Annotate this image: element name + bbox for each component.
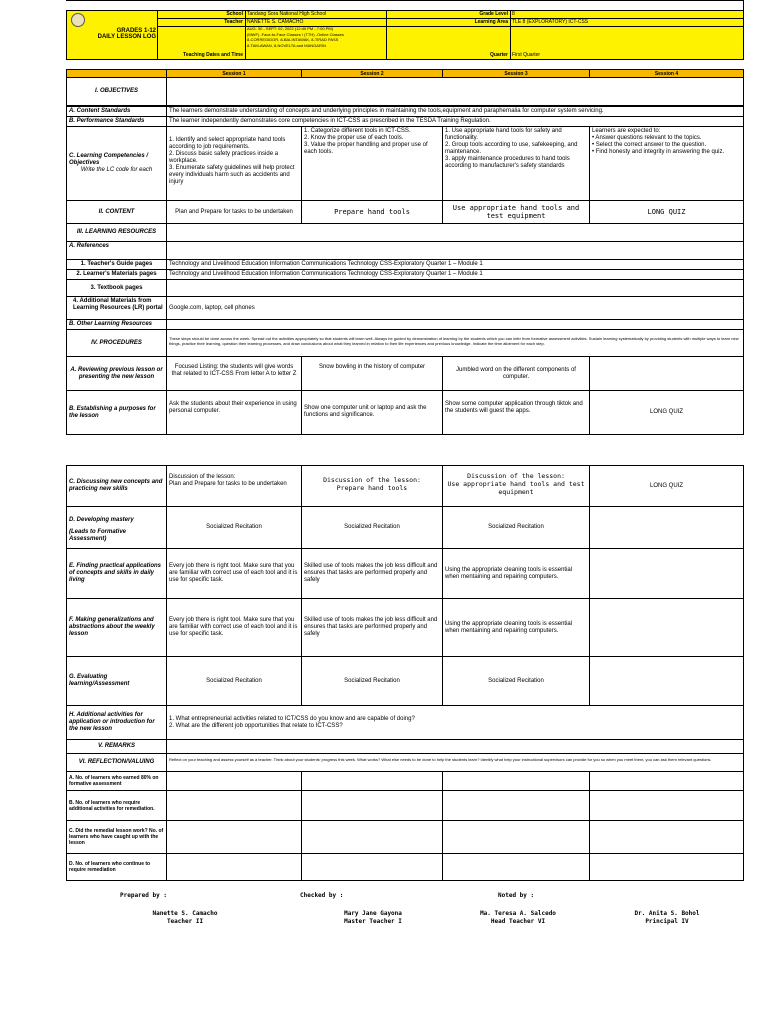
signatory-1-title: Teacher II	[166, 918, 204, 925]
signatory-2-name: Mary Jane Gayona	[344, 910, 402, 917]
learning-resources-label: III. LEARNING RESOURCES	[66, 223, 167, 242]
proc-f-session-1: Every job there is right tool. Make sure that you are familiar with correct use of each tool and it is use for specific task.	[166, 598, 302, 657]
reflection-d-label: D. No. of learners who continue to require remediation	[66, 853, 167, 881]
proc-b-session-4: LONG QUIZ	[589, 390, 744, 435]
procedures-label: IV. PROCEDURES	[66, 329, 167, 357]
proc-b-session-1: Ask the students about their experience in using personal computer.	[166, 390, 302, 435]
competency-session-1: 1. Identify and select appropriate hand tools according to job requirements. 2. Discuss basic safety practices inside a workplace. 3. Enumerate safety guidelines will help protect every individuals harm such as accidents and injury	[166, 126, 302, 201]
competency-session-3: 1. Use appropriate hand tools for safety and functionality. 2. Group tools according to use, safekeeping, and maintenance. 3. apply maintenance procedures to hand tools according to manufacturer's safety standards	[442, 126, 590, 201]
session-4-header: Session 4	[589, 69, 744, 78]
proc-d-session-2: Socialized Recitation	[301, 506, 443, 549]
content-session-4: LONG QUIZ	[589, 200, 744, 224]
dll-label: DAILY LESSON LOG	[97, 34, 156, 40]
signatory-1-name: Nanette S. Camacho	[152, 910, 218, 917]
teacher-value: NANETTE S. CAMACHO	[247, 19, 304, 25]
proc-g-session-2: Socialized Recitation	[301, 656, 443, 706]
competencies-label-cell	[66, 126, 167, 201]
proc-a-session-2: Snow bowling in the history of computer	[301, 356, 443, 391]
proc-f-session-3: Using the appropriate cleaning tools is essential when mentaining and repairing computers.	[442, 598, 590, 657]
session-1-header: Session 1	[166, 69, 302, 78]
signatory-4	[612, 910, 722, 926]
proc-d-label: D. Developing mastery	[69, 517, 134, 523]
remarks-label: V. REMARKS	[66, 739, 167, 754]
proc-g-session-3: Socialized Recitation	[442, 656, 590, 706]
proc-a-session-3: Jumbled word on the different components of computer.	[442, 356, 590, 391]
deped-seal	[71, 13, 85, 27]
content-label: II. CONTENT	[66, 200, 167, 224]
signatory-3-title: Head Teacher VI	[490, 918, 546, 925]
proc-d-sublabel: (Leads to Formative Assessment)	[69, 529, 127, 542]
reflection-label: VI. REFLECTION/VALUING	[66, 753, 167, 772]
proc-d-session-3: Socialized Recitation	[442, 506, 590, 549]
content-session-3: Use appropriate hand tools and test equipment	[442, 200, 590, 224]
references-label: A. References	[66, 241, 167, 260]
proc-g-label: G. Evaluating learning/Assessment	[66, 656, 167, 706]
proc-d-session-1: Socialized Recitation	[166, 506, 302, 549]
objectives-label: I. OBJECTIVES	[66, 77, 167, 106]
proc-h-value: 1. What entrepreneurial activities related to ICT/CSS do you know and are capable of doing? 2. What are the different job opportunities that relate to ICT-CSS?	[166, 705, 744, 740]
proc-e-session-1: Every job there is right tool. Make sure that you are familiar with correct use of each tool and it is use for specific task.	[166, 548, 302, 599]
proc-c-session-4: LONG QUIZ	[589, 465, 744, 507]
proc-e-session-2: Skilled use of tools makes the job less difficult and ensures that tasks are performed properly and safely	[301, 548, 443, 599]
tg-label: 1. Teacher's Guide pages	[66, 259, 167, 270]
proc-a-label: A. Reviewing previous lesson or presenting the new lesson	[66, 356, 167, 391]
checked-by-label: Checked by :	[300, 892, 344, 899]
school-label: School	[226, 11, 243, 17]
proc-g-session-4	[589, 656, 744, 706]
noted-by-label: Noted by :	[498, 892, 535, 899]
proc-e-label: E. Finding practical applications of concepts and skills in daily living	[66, 548, 167, 599]
competency-session-2: 1. Categorize different tools in ICT-CSS. 2. Know the proper use of each tools. 3. Value the proper handling and proper use of each tools.	[301, 126, 443, 201]
performance-standards-label: B. Performance Standards	[66, 116, 167, 127]
additional-label: 4. Additional Materials from Learning Resources (LR) portal	[66, 296, 167, 320]
reflection-a-label: A. No. of learners who earned 80% on formative assessment	[66, 771, 167, 791]
proc-c-label: C. Discussing new concepts and practicing new skills	[66, 465, 167, 507]
competency-session-4: Learners are expected to: • Answer questions relevant to the topics. • Select the correct answer to the question. • Find honesty and integrity in answering the quiz.	[589, 126, 744, 201]
proc-c-session-3: Discussion of the lesson: Use appropriate hand tools and test equipment	[442, 465, 590, 507]
textbook-value	[166, 279, 744, 297]
competencies-label: C. Learning Competencies / Objectives	[69, 153, 149, 166]
additional-value: Google.com, laptop, cell phones	[166, 296, 744, 320]
session-2-header: Session 2	[301, 69, 443, 78]
learning-area-label: Learning Area	[474, 19, 508, 25]
content-session-1: Plan and Prepare for tasks to be undertaken	[166, 200, 302, 224]
content-standards-label: A. Content Standards	[66, 106, 167, 117]
proc-f-session-2: Skilled use of tools makes the job less difficult and ensures that tasks are performed properly and safely	[301, 598, 443, 657]
signatory-3-name: Ma. Teresa A. Salcedo	[480, 910, 556, 917]
textbook-label: 3. Textbook pages	[66, 279, 167, 297]
quarter-value: First Quarter	[512, 52, 541, 58]
prepared-by-label: Prepared by :	[120, 892, 167, 899]
lm-value: Technology and Livelihood Education Information Communications Technology CSS-Exploratory Quarter 1 – Module 1	[166, 269, 744, 280]
session-3-header: Session 3	[442, 69, 590, 78]
proc-e-session-4	[589, 548, 744, 599]
proc-b-label: B. Establishing a purposes for the lesson	[66, 390, 167, 435]
tg-value: Technology and Livelihood Education Information Communications Technology CSS-Exploratory Quarter 1 – Module 1	[166, 259, 744, 270]
proc-d-label-cell	[66, 506, 167, 549]
proc-h-label: H. Additional activities for application or introduction for the new lesson	[66, 705, 167, 740]
proc-c-session-2: Discussion of the lesson: Prepare hand tools	[301, 465, 443, 507]
signatory-2-title: Master Teacher I	[344, 918, 402, 925]
proc-d-session-4	[589, 506, 744, 549]
reflection-b-label: B. No. of learners who require additional activities for remediation.	[66, 790, 167, 821]
learning-area-value: TLE 8 (EXPLORATORY) ICT-CSS	[512, 19, 589, 25]
proc-g-session-1: Socialized Recitation	[166, 656, 302, 706]
proc-e-session-3: Using the appropriate cleaning tools is essential when mentaining and repairing computers.	[442, 548, 590, 599]
performance-standards-value: The learner independently demonstrates core competencies in ICT-CSS as prescribed in the TESDA Training Regulation.	[166, 116, 744, 127]
proc-f-session-4	[589, 598, 744, 657]
signatory-1	[130, 910, 240, 926]
grade-level-label: Grade Level	[479, 11, 508, 17]
signatory-2	[318, 910, 428, 926]
competencies-sublabel: Write the LC code for each	[80, 167, 153, 173]
procedures-note: These steps should be done across the week. Spread out the activities appropriately so that students will learn well. Always be guided by demonstration of learning by the students which you can infer from formative assessment activities. Sustain learning systematically by providing students with multiple ways to learn new things, practice their learning, question their learning processes, and draw conclusions about what they learned in relation to their life experiences and previous knowledge. Indicate the time allotment for each step.	[166, 329, 744, 357]
proc-f-label: F. Making generalizations and abstractions about the weekly lesson	[66, 598, 167, 657]
school-value: Tandang Sora National High School	[247, 11, 327, 17]
reflection-note: Reflect on your teaching and assess yourself as a teacher. Think about your students' progress this week. What works? What else needs to be done to help the students learn? Identify what help your instructional supervisors can provide for you so when you meet them, you can ask them relevant questions.	[166, 753, 744, 772]
proc-b-session-2: Show one computer unit or laptop and ask the functions and significance.	[301, 390, 443, 435]
dates-value: AUG. 30 - SEPT. 02, 2022 (12:40 PM - 7:00 PM) (MWF) -Face-to-Face Classes / (TTH) -Online Classes 8-CORREGIDOR, 8-BALINTAWAK, 8-TIRAD PASS 8-TAM-AWAN, 8-NOVELTA and MANGARIN	[247, 26, 344, 48]
grade-level-value: 8	[512, 11, 515, 17]
teacher-label: Teacher	[224, 19, 243, 25]
quarter-label: Quarter	[489, 52, 508, 58]
signatory-3	[458, 910, 578, 926]
signatory-4-name: Dr. Anita S. Bohol	[634, 910, 700, 917]
proc-c-session-1: Discussion of the lesson: Plan and Prepare for tasks to be undertaken	[166, 465, 302, 507]
signatory-4-title: Principal IV	[645, 918, 689, 925]
content-session-2: Prepare hand tools	[301, 200, 443, 224]
lm-label: 2. Learner's Materials pages	[66, 269, 167, 280]
proc-a-session-1: Focused Listing: the students will give words that related to ICT-CSS From letter A to letter Z	[166, 356, 302, 391]
grades-label: GRADES 1-12	[116, 28, 156, 34]
dates-label: Teaching Dates and Time	[183, 52, 243, 58]
content-standards-value: The learners demonstrate understanding of concepts and underlying principles in maintaining the tools,equipment and paraphernalia for computer system servicing.	[166, 106, 744, 117]
proc-b-session-3: Show some computer application through tiktok and the students will guest the apps.	[442, 390, 590, 435]
proc-a-session-4	[589, 356, 744, 391]
reflection-c-label: C. Did the remedial lesson work? No. of learners who have caught up with the lesson	[66, 820, 167, 854]
other-resources-label: B. Other Learning Resources	[66, 319, 167, 330]
